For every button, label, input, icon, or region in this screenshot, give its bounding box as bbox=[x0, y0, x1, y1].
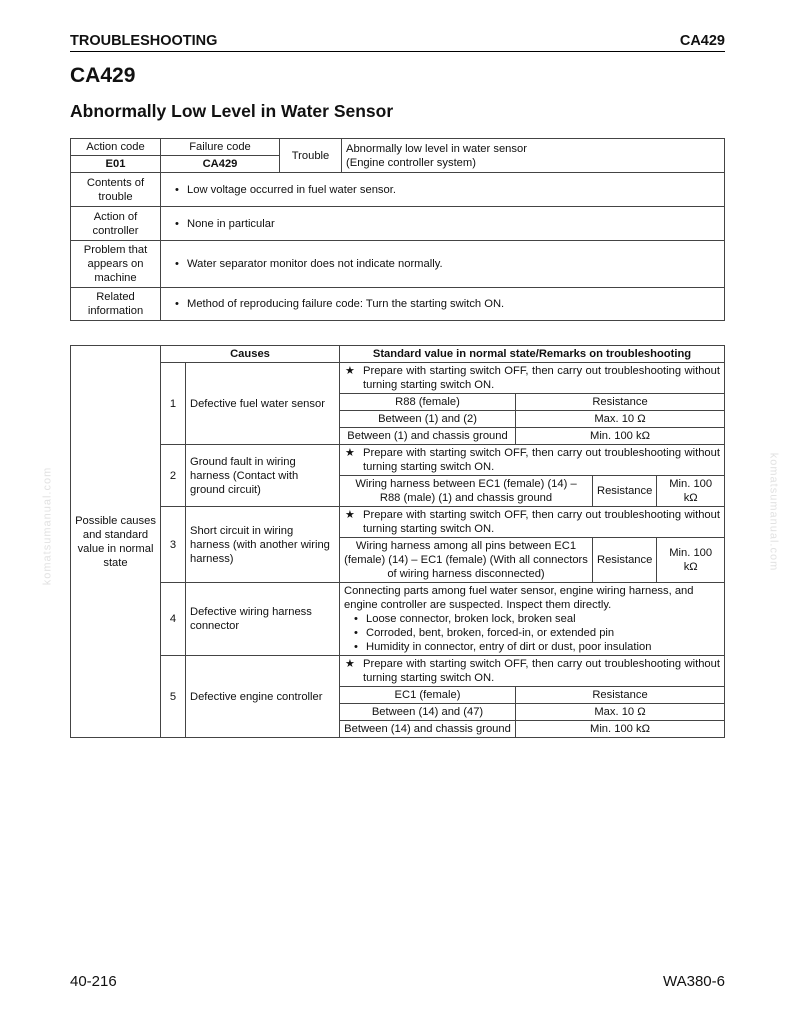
cause-1-prep-row bbox=[71, 363, 725, 394]
page-header bbox=[70, 33, 725, 52]
cause-name: Ground fault in wiring harness (Contact with ground circuit) bbox=[186, 445, 340, 507]
info-row-value: • Low voltage occurred in fuel water sensor. bbox=[165, 184, 396, 196]
failure-code-value: CA429 bbox=[161, 156, 280, 173]
info-row-label: Action of controller bbox=[71, 207, 161, 241]
list-item: • Corroded, bent, broken, forced-in, or extended pin bbox=[344, 626, 720, 640]
table-cell: EC1 (female) bbox=[340, 687, 516, 704]
table-cell: Min. 100 kΩ bbox=[516, 721, 725, 738]
standard-header: Standard value in normal state/Remarks on troubleshooting bbox=[340, 346, 725, 363]
table-cell: Between (14) and (47) bbox=[340, 704, 516, 721]
table-cell: Min. 100 kΩ bbox=[657, 538, 725, 583]
cause-name: Short circuit in wiring harness (with another wiring harness) bbox=[186, 507, 340, 583]
info-row bbox=[71, 288, 725, 321]
table-cell: Wiring harness among all pins between EC1 (female) (14) – EC1 (female) (With all connectors of wiring harness disconnected) bbox=[340, 538, 593, 583]
prep-cell bbox=[340, 507, 725, 538]
table-cell: Resistance bbox=[516, 394, 725, 411]
info-table bbox=[70, 138, 725, 321]
info-row bbox=[71, 207, 725, 241]
table-cell: Max. 10 Ω bbox=[516, 411, 725, 428]
causes-header: Causes bbox=[161, 346, 340, 363]
cause-number: 1 bbox=[161, 363, 186, 445]
table-cell: Between (14) and chassis ground bbox=[340, 721, 516, 738]
prep-cell bbox=[340, 656, 725, 687]
list-item: • Humidity in connector, entry of dirt or dust, poor insulation bbox=[344, 640, 720, 654]
cause-name: Defective engine controller bbox=[186, 656, 340, 738]
table-cell: Resistance bbox=[593, 538, 657, 583]
trouble-line-2: (Engine controller system) bbox=[346, 156, 476, 169]
info-header-row bbox=[71, 139, 725, 156]
cause-name: Defective wiring harness connector bbox=[186, 583, 340, 656]
prep-note bbox=[344, 508, 720, 536]
cause-number: 2 bbox=[161, 445, 186, 507]
cause-5-prep-row bbox=[71, 656, 725, 687]
info-row bbox=[71, 241, 725, 288]
causes-header-row bbox=[71, 346, 725, 363]
page-number: 40-216 bbox=[70, 973, 117, 990]
cause-4-row bbox=[71, 583, 725, 656]
table-cell: Between (1) and chassis ground bbox=[340, 428, 516, 445]
info-row-value-cell bbox=[161, 207, 725, 241]
prep-text: Prepare with starting switch OFF, then carry out troubleshooting without turning starting switch ON. bbox=[363, 365, 720, 391]
table-cell: Wiring harness between EC1 (female) (14) – R88 (male) (1) and chassis ground bbox=[340, 476, 593, 507]
header-section: TROUBLESHOOTING bbox=[70, 33, 218, 49]
prep-cell bbox=[340, 363, 725, 394]
prep-text: Prepare with starting switch OFF, then carry out troubleshooting without turning starting switch ON. bbox=[363, 447, 720, 473]
cause-number: 3 bbox=[161, 507, 186, 583]
trouble-description bbox=[342, 139, 725, 173]
cause-number: 5 bbox=[161, 656, 186, 738]
cause-4-intro: Connecting parts among fuel water sensor, engine wiring harness, and engine controller are suspected. Inspect them directly. bbox=[344, 585, 694, 611]
info-row-label: Related information bbox=[71, 288, 161, 321]
model-name: WA380-6 bbox=[663, 973, 725, 990]
prep-text: Prepare with starting switch OFF, then carry out troubleshooting without turning starting switch ON. bbox=[363, 509, 720, 535]
info-row-label: Contents of trouble bbox=[71, 173, 161, 207]
table-cell: Resistance bbox=[593, 476, 657, 507]
failure-code-label: Failure code bbox=[161, 139, 280, 156]
trouble-line-1: Abnormally low level in water sensor bbox=[346, 142, 527, 155]
trouble-label: Trouble bbox=[280, 139, 342, 173]
table-cell: Resistance bbox=[516, 687, 725, 704]
list-item: • Loose connector, broken lock, broken seal bbox=[344, 612, 720, 626]
action-code-label: Action code bbox=[71, 139, 161, 156]
watermark-right: komatsumanual.com bbox=[767, 452, 780, 572]
causes-side-label: Possible causes and standard value in normal state bbox=[71, 346, 161, 738]
table-cell: Between (1) and (2) bbox=[340, 411, 516, 428]
cause-name: Defective fuel water sensor bbox=[186, 363, 340, 445]
table-cell: Min. 100 kΩ bbox=[516, 428, 725, 445]
star-icon: ★ bbox=[345, 447, 356, 459]
info-row-value-cell bbox=[161, 288, 725, 321]
info-row bbox=[71, 173, 725, 207]
watermark-left: komatsumanual.com bbox=[41, 466, 54, 586]
header-code: CA429 bbox=[679, 33, 725, 49]
cause-2-prep-row bbox=[71, 445, 725, 476]
info-row-value: • Water separator monitor does not indicate normally. bbox=[165, 258, 443, 270]
star-icon: ★ bbox=[345, 509, 356, 521]
star-icon: ★ bbox=[345, 658, 356, 670]
info-row-value: • Method of reproducing failure code: Turn the starting switch ON. bbox=[165, 298, 504, 310]
cause-3-prep-row bbox=[71, 507, 725, 538]
causes-table bbox=[70, 345, 725, 738]
info-row-value-cell bbox=[161, 241, 725, 288]
info-row-label: Problem that appears on machine bbox=[71, 241, 161, 288]
prep-note bbox=[344, 364, 720, 392]
info-row-value-cell bbox=[161, 173, 725, 207]
prep-note bbox=[344, 446, 720, 474]
table-cell: R88 (female) bbox=[340, 394, 516, 411]
cause-number: 4 bbox=[161, 583, 186, 656]
table-cell: Min. 100 kΩ bbox=[657, 476, 725, 507]
action-code-value: E01 bbox=[71, 156, 161, 173]
prep-text: Prepare with starting switch OFF, then carry out troubleshooting without turning starting switch ON. bbox=[363, 658, 720, 684]
failure-code-title: CA429 bbox=[70, 64, 136, 87]
prep-note bbox=[344, 657, 720, 685]
table-cell: Max. 10 Ω bbox=[516, 704, 725, 721]
page-title: Abnormally Low Level in Water Sensor bbox=[70, 101, 394, 121]
prep-cell bbox=[340, 445, 725, 476]
cause-4-remarks bbox=[340, 583, 725, 656]
info-row-value: • None in particular bbox=[165, 218, 275, 230]
star-icon: ★ bbox=[345, 365, 356, 377]
